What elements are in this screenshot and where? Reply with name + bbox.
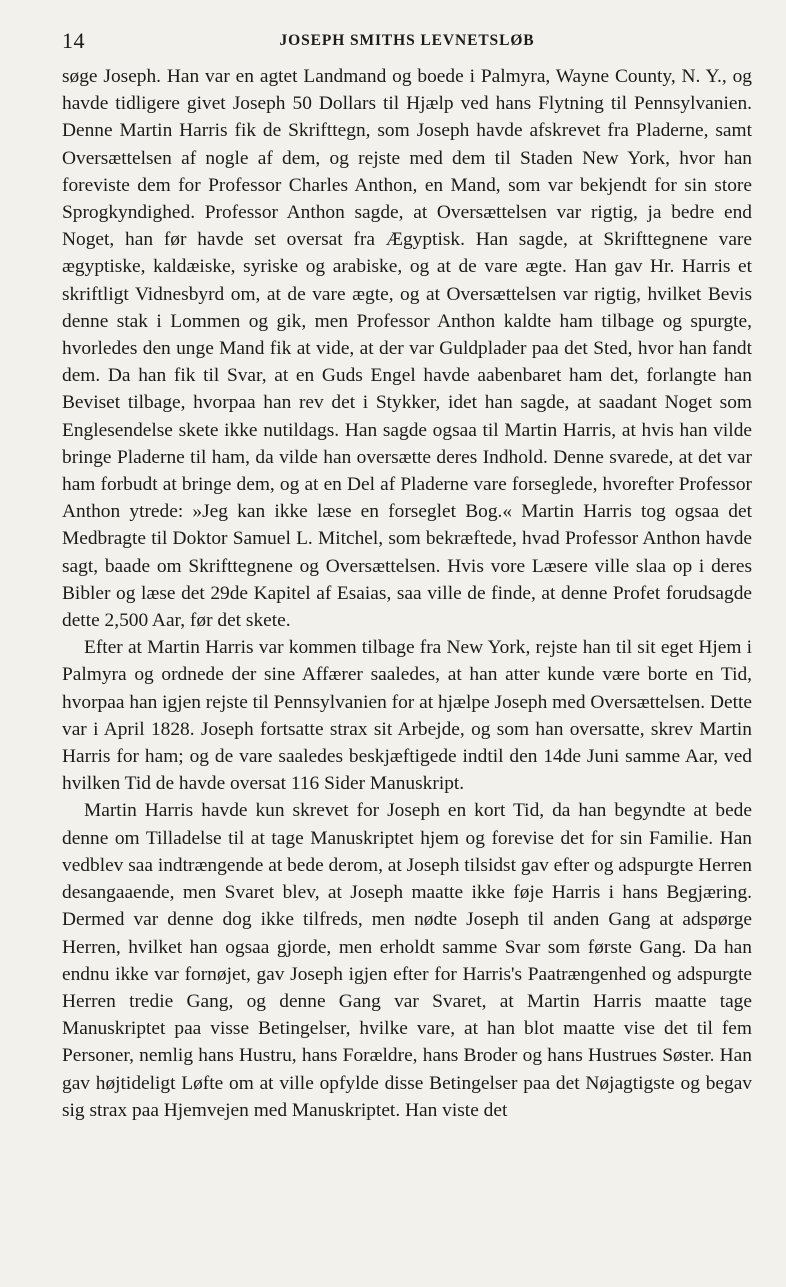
running-title: JOSEPH SMITHS LEVNETSLØB [279,32,535,49]
paragraph: Efter at Martin Harris var kommen tilbage fra New York, rejste han til sit eget Hjem i Palmyra og ordnede der sine Affærer saaledes, at han atter kunde være borte en Tid, hvorpaa han igjen rejste til Pennsylvanien for at hjælpe Joseph med Oversættelsen. Dette var i April 1828. Joseph fortsatte strax sit Arbejde, og som han oversatte, skrev Martin Harris for ham; og de vare saaledes beskjæftigede indtil den 14de Juni samme Aar, ved hvilken Tid de havde oversat 116 Sider Manuskript. [62,637,752,795]
body-text [62,63,752,1124]
page-header [62,28,752,54]
page-number: 14 [62,28,85,53]
paragraph: Martin Harris havde kun skrevet for Joseph en kort Tid, da han begyndte at bede denne om Tilladelse til at tage Manuskriptet hjem og forevise det for sin Familie. Han vedblev saa indtrængende at bede derom, at Joseph tilsidst gav efter og adspurgte Herren desangaaende, men Svaret blev, at Joseph maatte ikke føje Harris i hans Begjæring. Dermed var denne dog ikke tilfreds, men nødte Joseph til anden Gang at adspørge Herren, hvilket han ogsaa gjorde, men erholdt samme Svar som første Gang. Da han endnu ikke var fornøjet, gav Joseph igjen efter for Harris's Paatrængenhed og adspurgte Herren tredie Gang, og denne Gang var Svaret, at Martin Harris maatte tage Manuskriptet paa visse Betingelser, hvilke vare, at han blot maatte vise det til fem Personer, nemlig hans Hustru, hans Forældre, hans Broder og hans Hustrues Søster. Han gav højtideligt Løfte om at ville opfylde disse Betingelser paa det Nøjagtigste og begav sig strax paa Hjemvejen med Manuskriptet. Han viste det [62,800,752,1121]
paragraph: søge Joseph. Han var en agtet Landmand og boede i Palmyra, Wayne County, N. Y., og havde tidligere givet Joseph 50 Dollars til Hjælp ved hans Flytning til Pennsylvanien. Denne Martin Harris fik de Skrifttegn, som Joseph havde afskrevet fra Pladerne, samt Oversættelsen af nogle af dem, og rejste med dem til Staden New York, hvor han foreviste dem for Professor Charles Anthon, en Mand, som var bekjendt for sin store Sprogkyndighed. Professor Anthon sagde, at Oversættelsen var rigtig, ja bedre end Noget, han før havde set oversat fra Ægyptisk. Han sagde, at Skrifttegnene vare ægyptiske, kaldæiske, syriske og arabiske, og at de vare ægte. Han gav Hr. Harris et skriftligt Vidnesbyrd om, at de vare ægte, og at Oversættelsen var rigtig, hvilket Bevis denne stak i Lommen og gik, men Professor Anthon kaldte ham tilbage og spurgte, hvorledes den unge Mand fik at vide, at der var Guldplader paa det Sted, hvor han fandt dem. Da han fik til Svar, at en Guds Engel havde aabenbaret ham det, forlangte han Beviset tilbage, hvorpaa han rev det i Stykker, idet han sagde, at saadant Noget som Englesendelse skete ikke nutildags. Han sagde ogsaa til Martin Harris, at hvis han vilde bringe Pladerne til ham, da vilde han oversætte deres Indhold. Denne svarede, at det var ham forbudt at bringe dem, og at en Del af Pladerne vare forseglede, hvorefter Professor Anthon ytrede: »Jeg kan ikke læse en forseglet Bog.« Martin Harris tog ogsaa det Medbragte til Doktor Samuel L. Mitchel, som bekræftede, hvad Professor Anthon havde sagt, baade om Skrifttegnene og Oversættelsen. Hvis vore Læsere ville slaa op i deres Bibler og læse det 29de Kapitel af Esaias, saa ville de finde, at denne Profet forudsagde dette 2,500 Aar, før det skete. [62,66,752,632]
